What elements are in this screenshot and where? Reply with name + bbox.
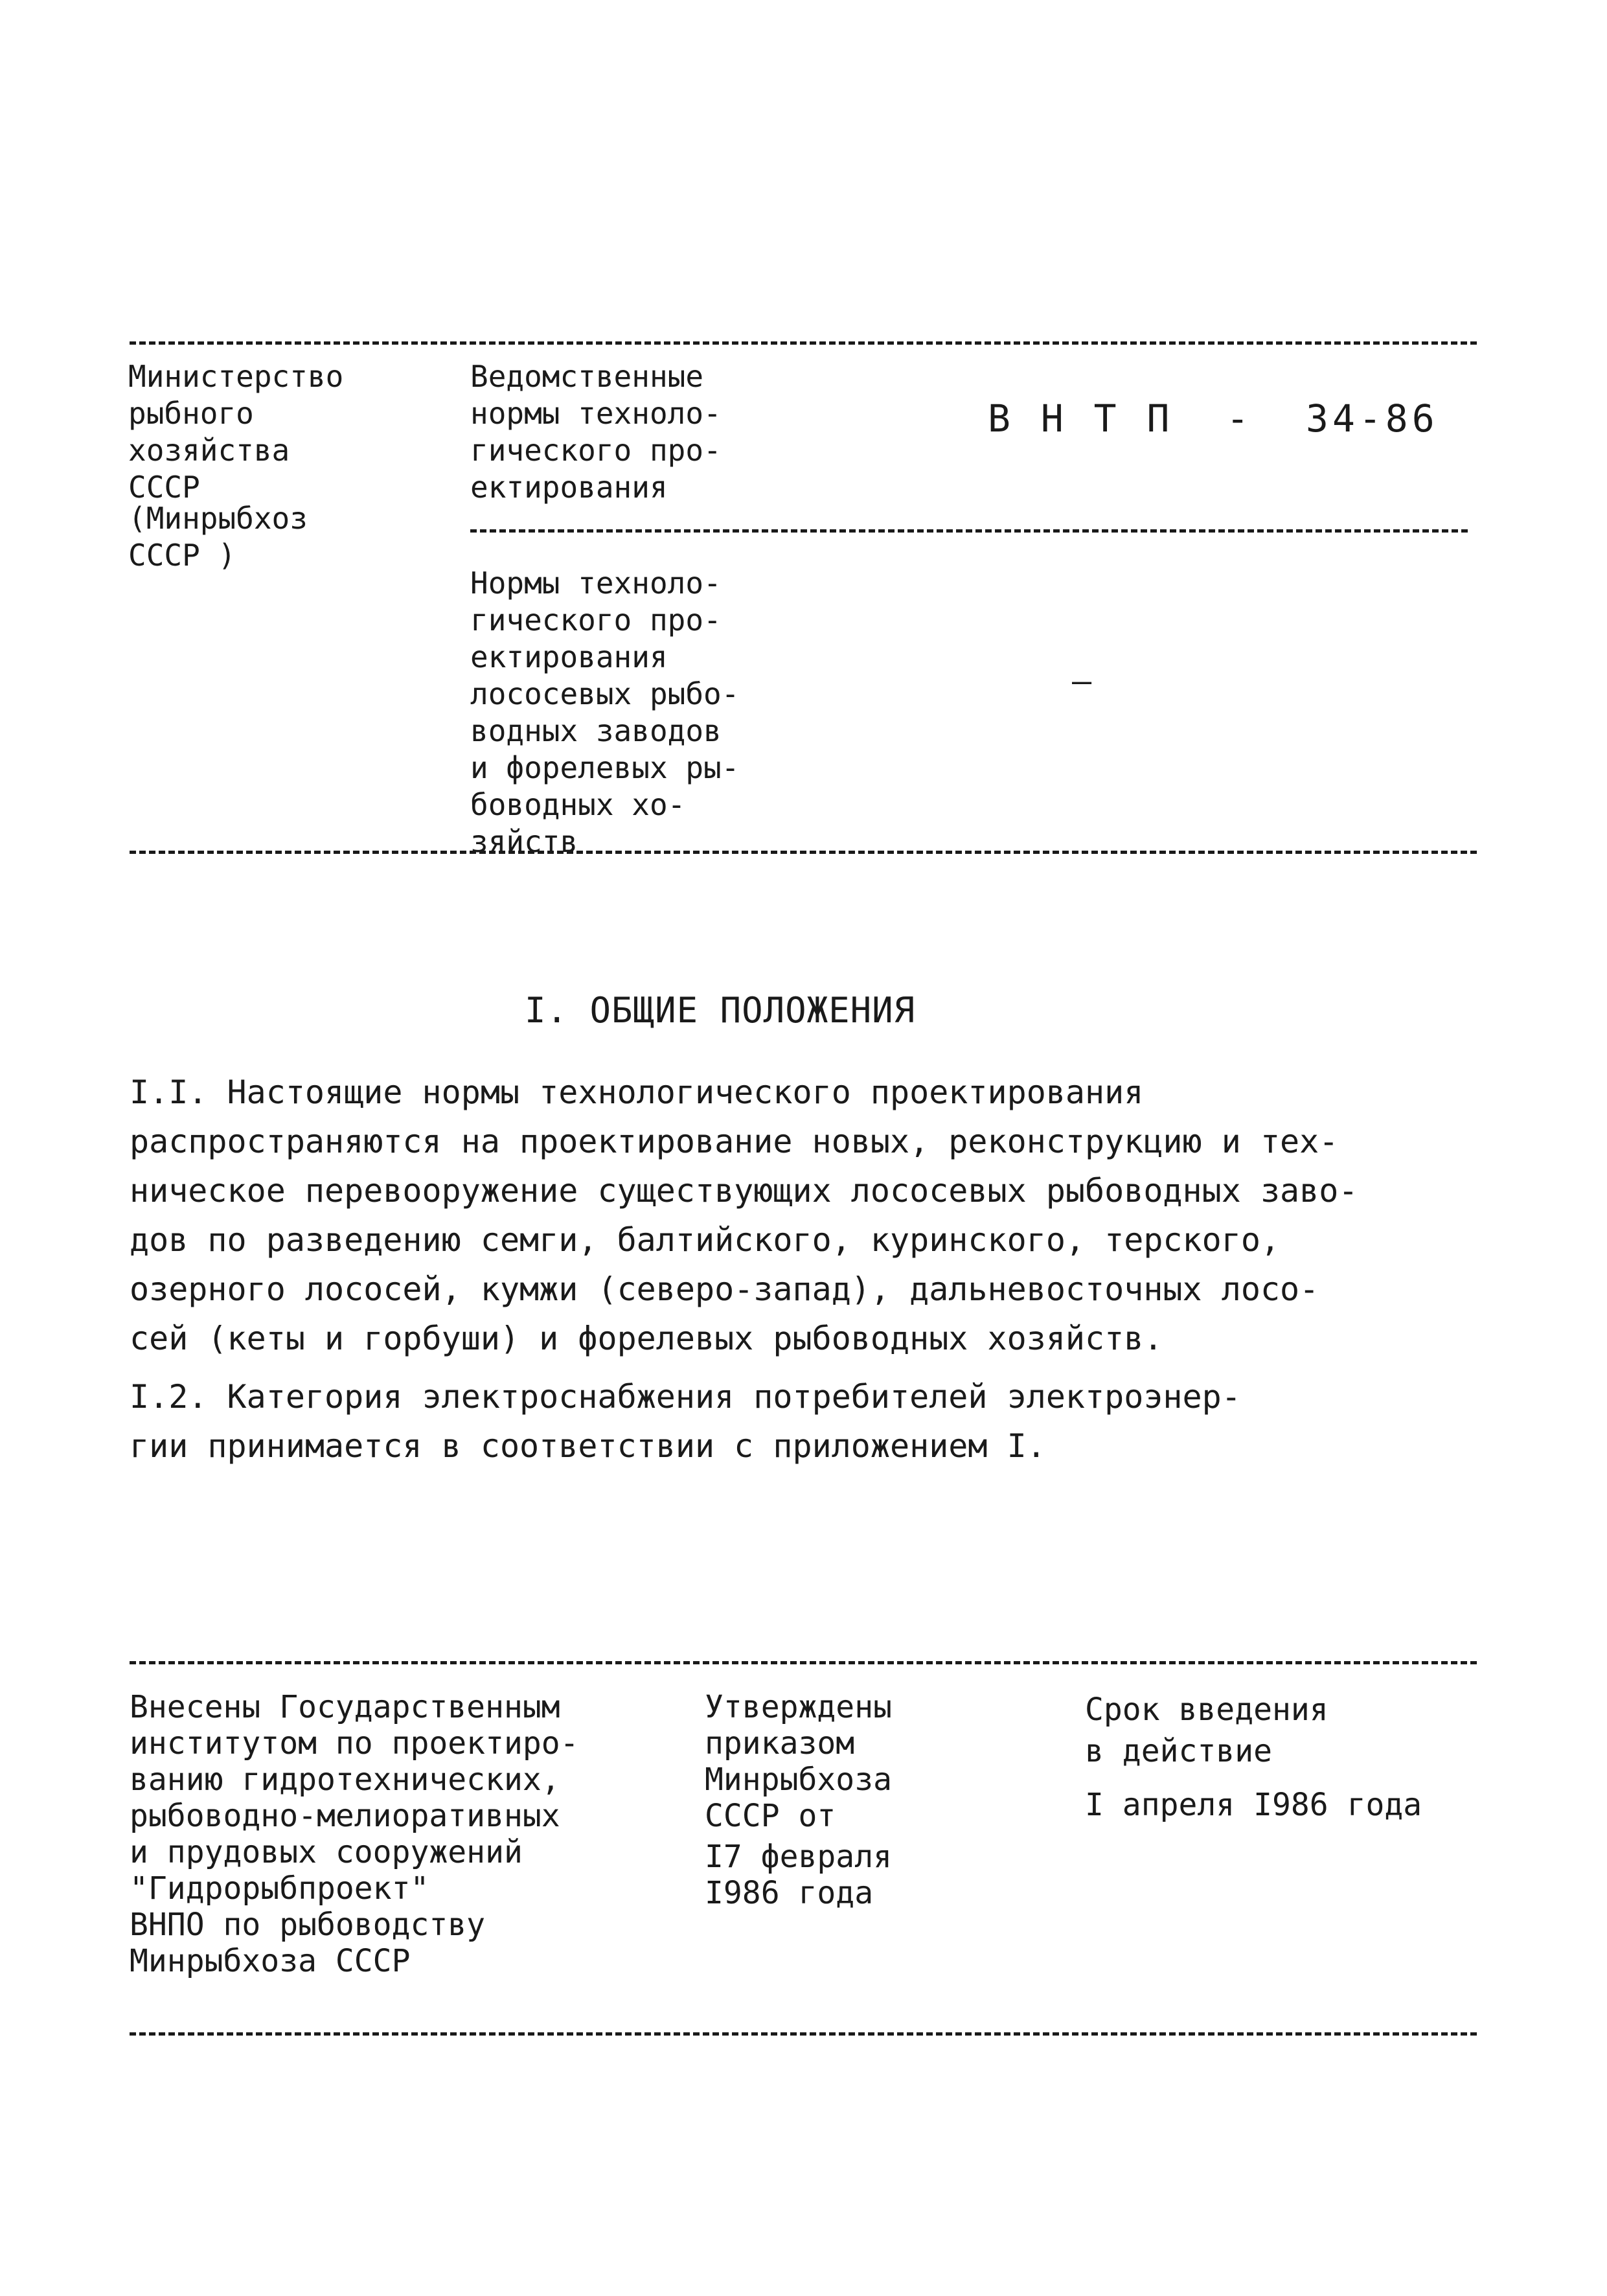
paragraph-1-2: I.2. Категория электроснабжения потребителей электроэнер- гии принимается в соответствии с приложением I. bbox=[130, 1378, 1241, 1465]
approved-by: Утверждены приказом Минрыбхоза СССР от bbox=[705, 1689, 892, 1834]
footer-bottom-rule bbox=[130, 2032, 1477, 2036]
document-code: В Н Т П - 34-86 bbox=[988, 396, 1439, 441]
document-kind: Ведомственные нормы техноло- гического про- ектирования bbox=[470, 359, 722, 505]
section-body bbox=[130, 1068, 1477, 1471]
effective-label: Срок введения в действие bbox=[1085, 1692, 1328, 1769]
ministry-name: Министерство рыбного хозяйства СССР bbox=[128, 359, 344, 505]
replaces-dash: — bbox=[1072, 662, 1096, 700]
document-title: Нормы техноло- гического про- ектирования лососевых рыбо- водных заводов и форелевых ры- боводных хо- зяйств bbox=[470, 566, 740, 859]
approved-date: I7 февраля I986 года bbox=[705, 1839, 892, 1911]
header-top-rule bbox=[130, 341, 1477, 345]
header-middle-rule bbox=[470, 529, 1468, 533]
header-bottom-rule bbox=[130, 851, 1477, 854]
paragraph-1-1: I.I. Настоящие нормы технологического проектирования распространяются на проектирование новых, реконструкцию и тех- ническое перевооружение существующих лососевых рыбоводных заво- дов по разведению семги, балтийского, куринского, терского, озерного лососей, кумжи (северо-запад), дальневосточных лосо- сей (кеты и горбуши) и форелевых рыбоводных хозяйств. bbox=[130, 1073, 1358, 1357]
introduced-by: Внесены Государственным институтом по проектиро- ванию гидротехнических, рыбоводно-мелиоративных и прудовых сооружений "Гидрорыбпроект" ВНПО по рыбоводству Минрыбхоза СССР bbox=[130, 1689, 579, 1979]
effective-date: I апреля I986 года bbox=[1085, 1787, 1422, 1823]
footer-top-rule bbox=[130, 1661, 1477, 1664]
section-title: I. ОБЩИЕ ПОЛОЖЕНИЯ bbox=[525, 990, 916, 1031]
ministry-abbreviation: (Минрыбхоз СССР ) bbox=[128, 501, 308, 573]
